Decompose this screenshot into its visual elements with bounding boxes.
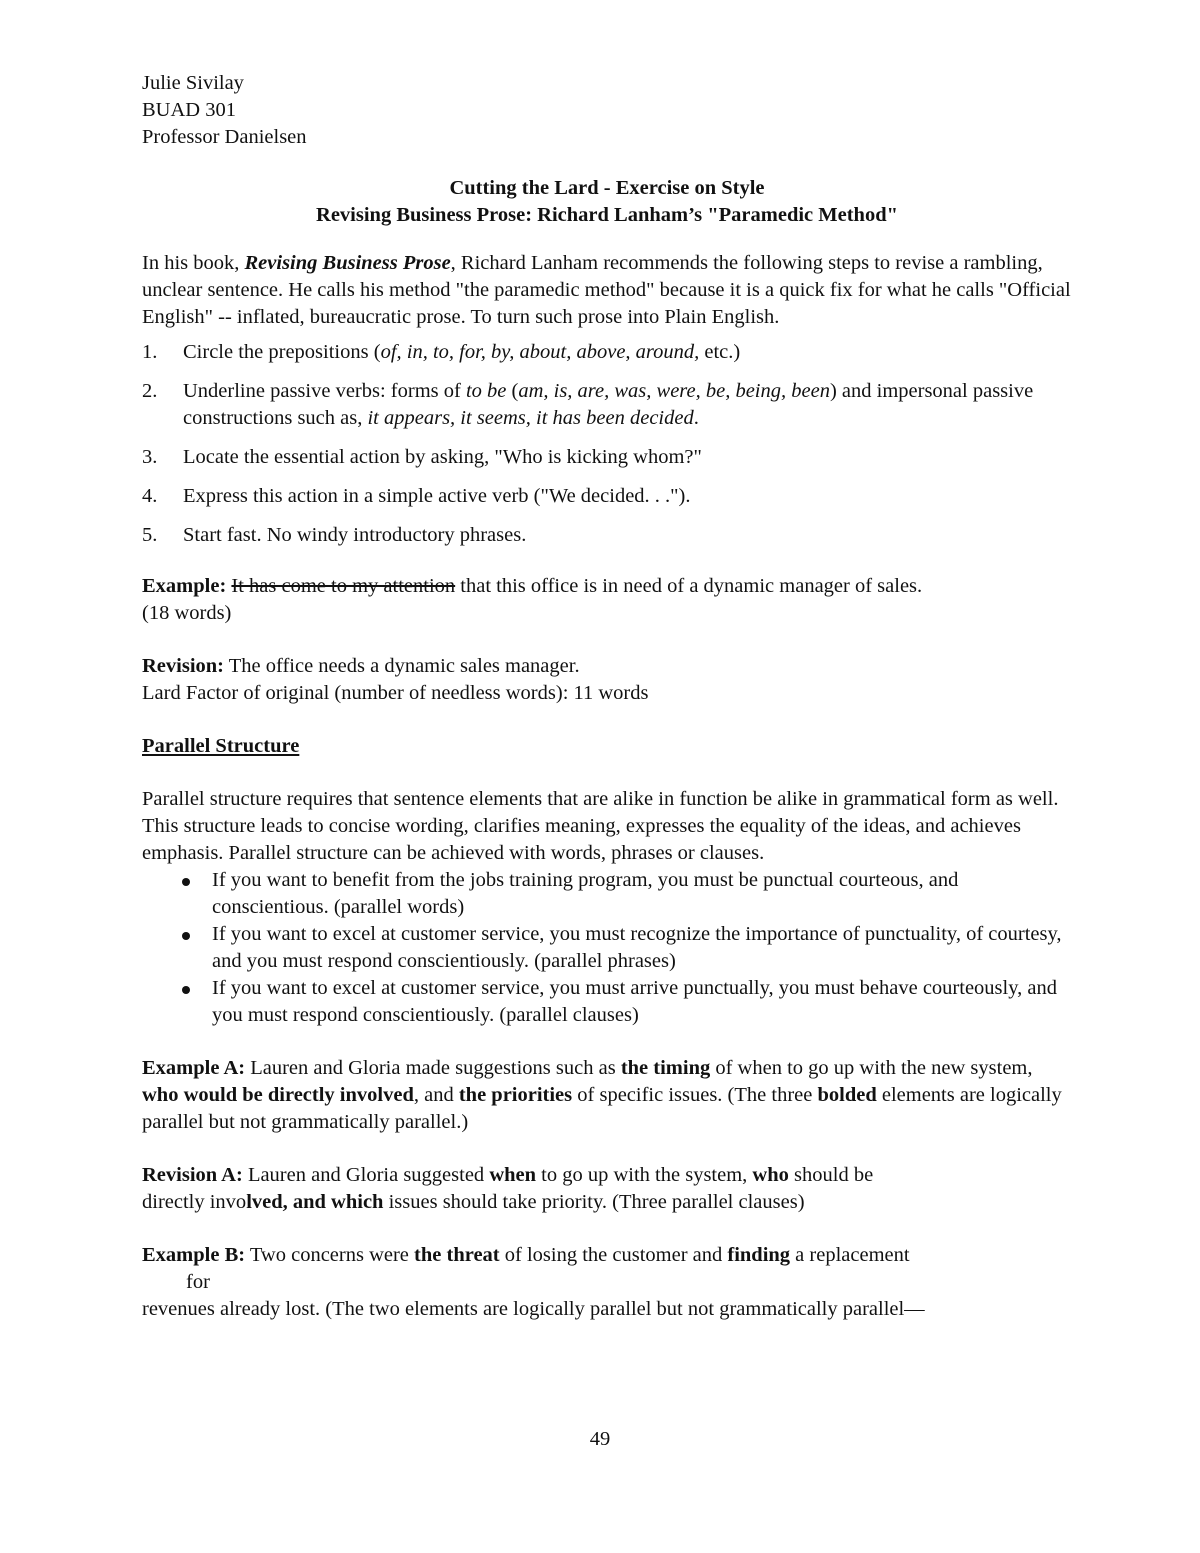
bullet-text: If you want to excel at customer service, you must recognize the importance of punctuality, of courtesy, and you must respond conscientiously. (parallel phrases)	[212, 923, 1062, 972]
step-italic: it appears, it seems, it has been decided	[367, 407, 694, 429]
example-block	[142, 573, 1072, 627]
document-body	[142, 70, 1072, 1323]
step-text: Express this action in a simple active verb ("We decided. . .").	[183, 485, 691, 507]
struck-phrase: It has come to my attention	[231, 575, 456, 597]
example-a	[142, 1055, 1072, 1136]
step-number: 3.	[142, 446, 158, 468]
example-a-text: elements are logically parallel but not grammatically parallel.)	[142, 1084, 1062, 1133]
bullet-item	[142, 975, 1072, 1029]
word-count: (18 words)	[142, 602, 232, 624]
step-item	[142, 339, 1072, 366]
paramedic-steps	[142, 339, 1072, 549]
step-italic: of, in, to, for, by, about, above, around,	[380, 341, 700, 363]
example-a-label: Example A:	[142, 1057, 246, 1079]
example-b	[142, 1242, 1072, 1323]
example-a-text: of specific issues. (The three	[572, 1084, 818, 1106]
step-number: 4.	[142, 485, 158, 507]
example-a-text: Lauren and Gloria made suggestions such as	[245, 1057, 621, 1079]
revision-text: The office needs a dynamic sales manager.	[224, 655, 580, 677]
book-title: Revising Business Prose	[244, 252, 451, 274]
step-text: Circle the prepositions (	[183, 341, 381, 363]
revision-a-bold: when	[489, 1164, 537, 1186]
revision-a-text: directly invo	[142, 1191, 247, 1213]
bullet-item	[142, 867, 1072, 921]
revision-a	[142, 1162, 1072, 1216]
example-label: Example:	[142, 575, 227, 597]
revision-a-text: should be	[788, 1164, 874, 1186]
example-a-text: of when to go up with the new system,	[710, 1057, 1033, 1079]
example-b-bold: finding	[727, 1244, 791, 1266]
example-a-bold: who would be directly involved	[142, 1084, 414, 1106]
document-titles	[142, 175, 1072, 229]
bullet-icon	[182, 986, 190, 994]
step-number: 5.	[142, 524, 158, 546]
step-item	[142, 522, 1072, 549]
page-number: 49	[589, 1428, 611, 1450]
revision-a-text: to go up with the system,	[536, 1164, 753, 1186]
title-line-1: Cutting the Lard - Exercise on Style	[449, 177, 765, 199]
example-b-label: Example B:	[142, 1244, 246, 1266]
example-b-text: a replacement	[790, 1244, 910, 1266]
revision-a-label: Revision A:	[142, 1164, 243, 1186]
step-italic: am, is, are, was, were, be, being, been	[518, 380, 830, 402]
example-a-text: , and	[413, 1084, 459, 1106]
revision-a-text: issues should take priority. (Three parallel clauses)	[383, 1191, 805, 1213]
author-header	[142, 70, 1072, 151]
bullet-text: If you want to benefit from the jobs training program, you must be punctual courteous, and conscientious. (parallel words)	[212, 869, 959, 918]
example-a-bold: the timing	[620, 1057, 711, 1079]
bullet-item	[142, 921, 1072, 975]
step-number: 2.	[142, 380, 158, 402]
intro-text-2: , Richard Lanham recommends the following steps to revise a rambling, unclear sentence. He calls his method "the paramedic method" because it is a quick fix for what he calls "Official English" -- inflated, bureaucratic prose. To turn such prose into Plain English.	[142, 252, 1071, 328]
step-text: ) and impersonal passive constructions such as,	[183, 380, 1034, 429]
intro-text-1: In his book,	[142, 252, 245, 274]
step-text: .	[693, 407, 699, 429]
bullet-icon	[182, 878, 190, 886]
step-text: Start fast. No windy introductory phrases.	[183, 524, 527, 546]
professor-name: Professor Danielsen	[142, 126, 307, 148]
revision-a-bold: who	[752, 1164, 789, 1186]
step-italic: to be	[465, 380, 507, 402]
step-item	[142, 483, 1072, 510]
step-text: Locate the essential action by asking, "Who is kicking whom?"	[183, 446, 702, 468]
step-number: 1.	[142, 341, 158, 363]
step-text: etc.)	[699, 341, 741, 363]
step-text: (	[506, 380, 519, 402]
step-item	[142, 444, 1072, 471]
example-b-text: of losing the customer and	[499, 1244, 728, 1266]
example-b-text: revenues already lost. (The two elements are logically parallel but not grammatically parallel—	[142, 1298, 925, 1320]
example-b-text: for	[186, 1271, 210, 1293]
parallel-paragraph: Parallel structure requires that sentence elements that are alike in function be alike in grammatical form as well. This structure leads to concise wording, clarifies meaning, expresses the equality of the ideas, and achieves emphasis. Parallel structure can be achieved with words, phrases or clauses.	[142, 788, 1059, 864]
course-code: BUAD 301	[142, 99, 236, 121]
revision-label: Revision:	[142, 655, 224, 677]
section-heading: Parallel Structure	[142, 735, 300, 757]
step-text: Underline passive verbs: forms of	[183, 380, 466, 402]
example-text: that this office is in need of a dynamic manager of sales.	[455, 575, 923, 597]
example-b-text: Two concerns were	[245, 1244, 415, 1266]
example-a-bold: bolded	[817, 1084, 877, 1106]
title-line-2: Revising Business Prose: Richard Lanham’s "Paramedic Method"	[316, 204, 898, 226]
lard-factor: Lard Factor of original (number of needless words): 11 words	[142, 682, 649, 704]
parallel-examples-list	[142, 867, 1072, 1029]
revision-a-bold: lved, and which	[246, 1191, 384, 1213]
bullet-icon	[182, 932, 190, 940]
author-name: Julie Sivilay	[142, 72, 244, 94]
step-item	[142, 378, 1072, 432]
revision-block	[142, 653, 1072, 707]
example-a-bold: the priorities	[458, 1084, 573, 1106]
intro-paragraph	[142, 250, 1072, 331]
bullet-text: If you want to excel at customer service, you must arrive punctually, you must behave courteously, and you must respond conscientiously. (parallel clauses)	[212, 977, 1057, 1026]
revision-a-text: Lauren and Gloria suggested	[242, 1164, 490, 1186]
example-b-bold: the threat	[414, 1244, 500, 1266]
